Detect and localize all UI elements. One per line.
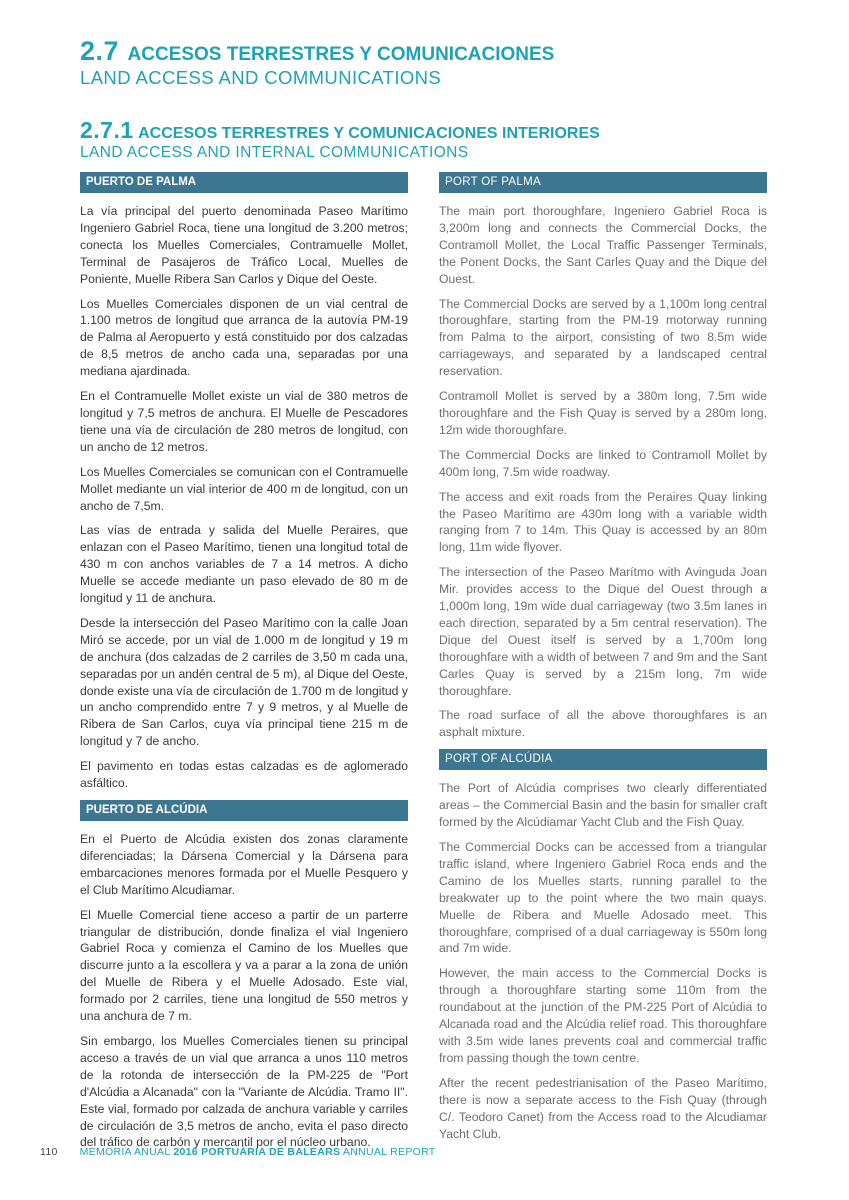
palma-es-paragraph: Los Muelles Comerciales disponen de un vial central de 1.100 metros de longitud que arranca de la autovía PM-19 de Palma al Aeropuerto y está constituido por dos calzadas de 8,5 metros de ancho cada una, separadas por una mediana ajardinada. (80, 296, 408, 379)
english-column (439, 172, 767, 1150)
alcudia-en-paragraph: However, the main access to the Commercial Docks is through a thoroughfare starting some 110m from the roundabout at the junction of the PM-225 Port of Alcúdia to Alcanada road and the Alcúdia relief road. This thoroughfare with 3.5m wide lanes prevents coal and commercial traffic from passing though the town centre. (439, 966, 767, 1065)
palma-en-paragraph: The access and exit roads from the Peraires Quay linking the Paseo Marítimo are 430m long with a variable width ranging from 7 to 14m. This Quay is accessed by an 80m long, 11m wide flyover. (439, 489, 767, 555)
page-footer (40, 1146, 436, 1158)
alcudia-en-paragraph: The Port of Alcúdia comprises two clearly differentiated areas – the Commercial Basin and the basin for smaller craft formed by the Alcúdiamar Yacht Club and the Fish Quay. (439, 781, 767, 830)
palma-es-paragraph: En el Contramuelle Mollet existe un vial de 380 metros de longitud y 7,5 metros de anchura. El Muelle de Pescadores tiene una vía de circulación de 280 metros de longitud, con un ancho de 12 metros. (80, 389, 408, 454)
palma-en-paragraph: The Commercial Docks are linked to Contramoll Mollet by 400m long, 7.5m wide roadway. (439, 447, 767, 479)
subsection-title-en: LAND ACCESS AND INTERNAL COMMUNICATIONS (80, 144, 469, 161)
palma-en-paragraph: The main port thoroughfare, Ingeniero Gabriel Roca is 3,200m long and connects the Commercial Docks, the Contramoll Mollet, the Local Traffic Passenger Terminals, the Ponent Docks, the Sant Carles Quay and the Dique del Ouest. (439, 204, 767, 286)
palma-en-paragraph: The intersection of the Paseo Marítmo with Avinguda Joan Mir. provides access to the Dique del Ouest through a 1,000m long, 19m wide dual carriageway (two 3.5m lanes in each direction, separated by a 5m central reservation). The Dique del Ouest itself is served by a 1,700m long thoroughfare with a width of between 7 and 9m and the Sant Carles Quay is served by a 215m long, 7m wide thoroughfare. (439, 565, 767, 698)
alcudia-en-paragraph: The Commercial Docks can be accessed from a triangular traffic island, where Ingeniero Gabriel Roca ends and the Camino de los Muelles starts, running parallel to the breakwater up to the point where the two main quays. Muelle de Ribera and Muelle Adosado meet. This thoroughfare, comprised of a dual carriageway is 550m long and 7m wide. (439, 840, 767, 956)
palma-es-paragraph: La vía principal del puerto denominada Paseo Marítimo Ingeniero Gabriel Roca, tiene una longitud de 3.200 metros; conecta los Muelles Comerciales, Contramuelle Mollet, Terminal de Pasajeros de Tráfico Local, Muelles de Poniente, Muelle Ribera San Carlos y Dique del Oeste. (80, 204, 408, 286)
palma-es-paragraph: Las vías de entrada y salida del Muelle Peraires, que enlazan con el Paseo Marítimo, tienen una longitud total de 430 m con anchos variables de 7 a 14 metros. A dicho Muelle se accede mediante un paso elevado de 80 m de longitud y 11 de anchura. (80, 523, 408, 606)
heading-port-of-palma: PORT OF PALMA (439, 172, 767, 193)
palma-es-paragraph: El pavimento en todas estas calzadas es de aglomerado asfáltico. (80, 759, 408, 791)
subsection-number: 2.7.1 (80, 117, 134, 143)
spanish-column (80, 172, 408, 1159)
palma-es-paragraph: Los Muelles Comerciales se comunican con el Contramuelle Mollet mediante un vial interior de 400 m de longitud, con un ancho de 7,5m. (80, 464, 408, 513)
palma-en-paragraph: Contramoll Mollet is served by a 380m long, 7.5m wide thoroughfare and the Fish Quay is served by a 280m long, 12m wide thoroughfare. (439, 389, 767, 437)
palma-es-paragraph: Desde la intersección del Paseo Marítimo con la calle Joan Miró se accede, por un vial de 1.000 m de longitud y 19 m de anchura (dos calzadas de 2 carriles de 3,50 m cada una, separadas por un andén central de 5 m), al Dique del Oeste, donde existe una vía de circulación de 1.700 m de longitud y un ancho comprendido entre 7 y 9 metros, y al Muelle de Ribera de San Carlos, cuya vía principal tiene 215 m de longitud y 7 de ancho. (80, 615, 408, 749)
heading-puerto-de-palma: PUERTO DE PALMA (80, 172, 408, 193)
alcudia-es-paragraph: El Muelle Comercial tiene acceso a partir de un parterre triangular de distribución, donde finaliza el vial Ingeniero Gabriel Roca y comienza el Camino de los Muelles que discurre junto a la escollera y va a parar a la zona de unión del Muelle de Ribera y el Muelle Adosado. Este vial, formado por 2 carriles, tiene una longitud de 550 metros y una anchura de 7 m. (80, 907, 408, 1024)
alcudia-es-paragraph: Sin embargo, los Muelles Comerciales tienen su principal acceso a través de un vial que arranca a unos 110 metros de la rotonda de intersección de la PM-225 de "Port d'Alcúdia a Alcanada" con la "Variante de Alcúdia. Tramo II". Este vial, formado por calzada de anchura variable y carriles de circulación de 3,5 metros de ancho, evita el paso directo del tráfico de carbón y mercantil por el núcleo urbano. (80, 1033, 408, 1150)
footer-suffix: ANNUAL REPORT (340, 1146, 436, 1158)
alcudia-es-paragraph: En el Puerto de Alcúdia existen dos zonas claramente diferenciadas; la Dársena Comercial y la Dársena para embarcaciones menores formada por el Muelle Pesquero y el Club Marítimo Alcudiamar. (80, 832, 408, 897)
section-title-es: ACCESOS TERRESTRES Y COMUNICACIONES (127, 44, 555, 65)
heading-port-of-alcudia: PORT OF ALCÚDIA (439, 749, 767, 770)
palma-en-paragraph: The Commercial Docks are served by a 1,100m long central thoroughfare, starting from the PM-19 motorway running from Palma to the airport, consisting of two 8.5m wide carriageways, and separated by a landscaped central reservation. (439, 296, 767, 379)
section-title-en: LAND ACCESS AND COMMUNICATIONS (80, 67, 442, 88)
subsection-heading (80, 117, 600, 162)
heading-puerto-de-alcudia: PUERTO DE ALCÚDIA (80, 800, 408, 821)
subsection-title-es: ACCESOS TERRESTRES Y COMUNICACIONES INTERIORES (138, 125, 600, 142)
footer-bold-title: 2016 PORTUÀRIA DE BALEARS (173, 1146, 341, 1158)
section-heading (80, 36, 554, 88)
palma-en-paragraph: The road surface of all the above thoroughfares is an asphalt mixture. (439, 708, 767, 740)
page-number: 110 (40, 1146, 58, 1158)
footer-prefix: MEMORIA ANUAL (79, 1146, 174, 1158)
alcudia-en-paragraph: After the recent pedestrianisation of the Paseo Marítimo, there is now a separate access to the Fish Quay (through C/. Teodoro Canet) from the Access road to the Alcudiamar Yacht Club. (439, 1075, 767, 1141)
section-number: 2.7 (80, 36, 120, 66)
